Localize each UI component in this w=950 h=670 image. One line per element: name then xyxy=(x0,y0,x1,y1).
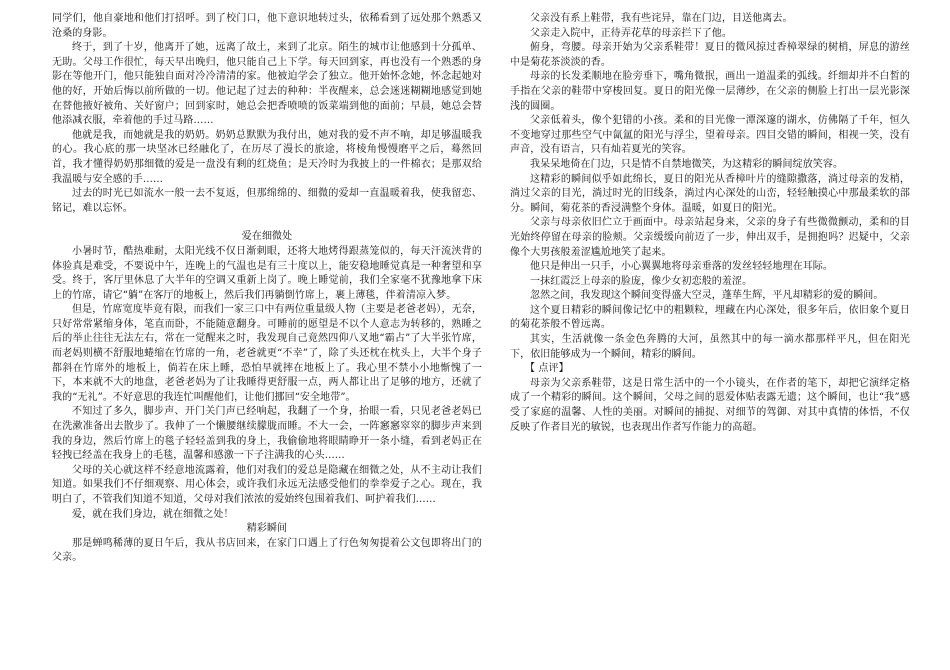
essay-title: 爱在细微处 xyxy=(241,231,293,243)
paragraph: 不知过了多久，脚步声、开门关门声已经响起，我翻了一个身，抬眼一看，只见老爸老妈已在洗漱准备出去散步了。我伸了一个懒腰继续朦胧而睡。不大一会，一阵窸窸窣窣的脚步声来到我的身边，然后竹席上的毯子轻轻盖到我的身上，我偷偷地将眼睛睁开一条小缝，看到老妈正在轻拽已经盖在我身上的毛毯，温馨和感激一下子注满我的心头…… xyxy=(52,406,482,462)
comment-label: 【 点评】 xyxy=(525,363,569,375)
paragraph: 那是蝉鸣稀薄的夏日午后，我从书店回来，在家门口遇上了行色匆匆提着公文包即将出门的父亲。 xyxy=(52,537,482,564)
paragraph: 这个夏日精彩的瞬间像记忆中的粗颗粒，埋藏在内心深处，很多年后，依旧象个夏日的菊花茶般不曾远离。 xyxy=(510,304,910,331)
left-column xyxy=(52,12,482,566)
paragraph: 母亲为父亲系鞋带，这是日常生活中的一个小镜头，在作者的笔下，却把它演绎定格成了一个精彩的瞬间。这个瞬间，父母之间的恩爱体贴表露无遗；这个瞬间，也让“我”感受了家庭的温馨、人性的美丽。对瞬间的捕捉、对细节的驾御、对其中真情的体悟，不仅反映了作者目光的敏锐，也表现出作者写作能力的高超。 xyxy=(510,377,910,433)
paragraph: 母亲的长发柔顺地在脸旁垂下，嘴角微抿，画出一道温柔的弧线。纤细却并不白皙的手指在父亲的鞋带中穿梭回复。夏日的阳光像一层薄纱，在父亲的侧脸上打出一层光影深浅的圆圈。 xyxy=(510,71,910,112)
paragraph: 父亲走入院中，正待弄花草的母亲拦下了他。 xyxy=(530,27,732,39)
paragraph: 同学们，他自豪地和他们打招呼。到了校门口，他下意识地转过头，依稀看到了远处那个熟悉又沧桑的身影。 xyxy=(52,13,482,39)
paragraph: 小暑时节，酷热难耐，太阳光线不仅日渐刺眼，还将大地烤得跟蒸笼似的，每天汗流浃背的体验真是难受，不要说中午，连晚上的气温也是有三十度以上，能安稳地睡觉真是一种奢望和享受。终于，客厅里休息了大半年的空调又重新上岗了。晚上睡觉前，我们全家毫不犹豫地拿下床上的竹席，请它“躺”在客厅的地板上，然后我们再躺倒竹席上，裹上薄毯，伴着清凉入梦。 xyxy=(52,245,482,301)
paragraph: 我呆呆地倚在门边，只是情不自禁地微笑，为这精彩的瞬间绽放笑容。 xyxy=(530,158,844,170)
right-column xyxy=(510,12,910,435)
paragraph: 一抹红霞泛上母亲的脸庞，像少女初恋般的羞涩。 xyxy=(530,275,753,287)
paragraph: 父母的关心就这样不经意地流露着，他们对我们的爱总是隐藏在细微之处，从不主动让我们知道。如果我们不仔细观察、用心体会，或许我们永远无法感受他们的拳拳爱子之心。现在，我明白了，不管我们知道不知道，父母对我们浓浓的爱始终包围着我们、呵护着我们…… xyxy=(52,464,482,505)
paragraph: 父亲没有系上鞋带，我有些诧异，靠在门边，目送他离去。 xyxy=(530,13,793,24)
paragraph: 父亲与母亲依旧伫立于画面中。母亲站起身来，父亲的身子有些微微颤动，柔和的目光始终停留在母亲的脸颊。父亲缓缓向前迈了一步，伸出双手，是拥抱吗？迟疑中，父亲像个大男孩般羞涩尴尬地笑了起来。 xyxy=(510,217,910,258)
paragraph: 终于，到了十岁，他离开了她，远离了故土，来到了北京。陌生的城市让他感到十分孤单、无助。父母工作很忙，每天早出晚归，他只能自己上下学。每天回到家，再也没有一个熟悉的身影在等他开门，他只能独自面对冷冷清清的家。他被迫学会了独立。他开始怀念她，怀念起她对他的好，开始后悔以前所做的一切。他记起了过去的种种：半夜醒来，总会迷迷糊糊地感觉到她在替他掖好被角、关好窗户；回到家时，她总会把香喷喷的饭菜端到他的面前；早晨，她总会替他添减衣服，牵着他的手过马路…… xyxy=(52,42,482,127)
paragraph: 爱，就在我们身边，就在细微之处！ xyxy=(72,508,234,520)
paragraph: 这精彩的瞬间似乎如此绵长，夏日的阳光从香樟叶片的缝隙撒落，淌过母亲的发梢，淌过父亲的目光，淌过时光的旧线条，淌过内心深处的山峦，轻轻触摸心中那最柔软的部分。瞬间，菊花茶的香浸满整个身体。温暖，如夏日的阳光。 xyxy=(510,173,910,214)
essay-title: 精彩瞬间 xyxy=(246,523,288,535)
paragraph: 过去的时光已如流水一般一去不复返，但那绵绵的、细微的爱却一直温暖着我，使我留恋、铭记，难以忘怀。 xyxy=(52,188,482,214)
spacer xyxy=(52,216,482,230)
paragraph: 他只是伸出一只手，小心翼翼地将母亲垂落的发丝轻轻地理在耳际。 xyxy=(530,261,833,273)
paragraph: 他就是我，而她就是我的奶奶。奶奶总默默为我付出，她对我的爱不声不响，却足够温暖我的心。我心底的那一块坚冰已经融化了，在历尽了漫长的旅途，将棱角慢慢磨平之后，蓦然回首，我才懂得奶奶那细微的爱是一盘没有剩的红烧鱼；是天冷时为我披上的一件棉衣；是那双给我温暖与安全感的手…… xyxy=(52,129,482,185)
paragraph: 忽然之间，我发现这个瞬间变得盛大空灵，蓬荜生辉，平凡却精彩的爱的瞬间。 xyxy=(530,290,884,302)
paragraph: 俯身，弯腰。母亲开始为父亲系鞋带！夏日的微风掠过香樟翠绿的树梢，屏息的游丝中是菊花茶淡淡的香。 xyxy=(510,42,910,68)
paragraph: 父亲低着头，像个犯错的小孩。柔和的目光像一潭深邃的湖水，仿佛隔了千年，恒久不变地穿过那些空气中氤氲的阳光与浮尘，望着母亲。四目交错的瞬间，相视一笑，没有声音，没有语言，只有灿若夏光的笑容。 xyxy=(510,115,910,156)
paragraph: 但是，竹席宽度毕竟有限，而我们一家三口中有两位重量级人物（主要是老爸老妈），无奈，只好常常紧缩身体，笔直而卧，不能随意翻身。可睡前的愿望是不以个人意志为转移的，熟睡之后的举止往往无法左右，常在一觉醒来之时，我发现自己竟然四仰八叉地“霸占”了大半张竹席，而老妈则横不舒服地蜷缩在竹席的一角，老爸就更“不幸”了，除了头还枕在枕头上，大半个身子都斜在竹席外的地板上，倘若在床上睡，恐怕早就摔在地板上了。我心里不禁小小地惭愧了一下，本来就不大的地盘，老爸老妈为了让我睡得更舒服一点，两人都让出了足够的地方，还就了我的“无礼”。不好意思的我连忙叫醒他们，让他们挪回“安全地带”。 xyxy=(52,304,482,403)
paragraph: 其实，生活就像一条金色奔腾的大河，虽然其中的每一滴水都那样平凡，但在阳光下，依旧能够成为一个瞬间，精彩的瞬间。 xyxy=(510,334,910,360)
